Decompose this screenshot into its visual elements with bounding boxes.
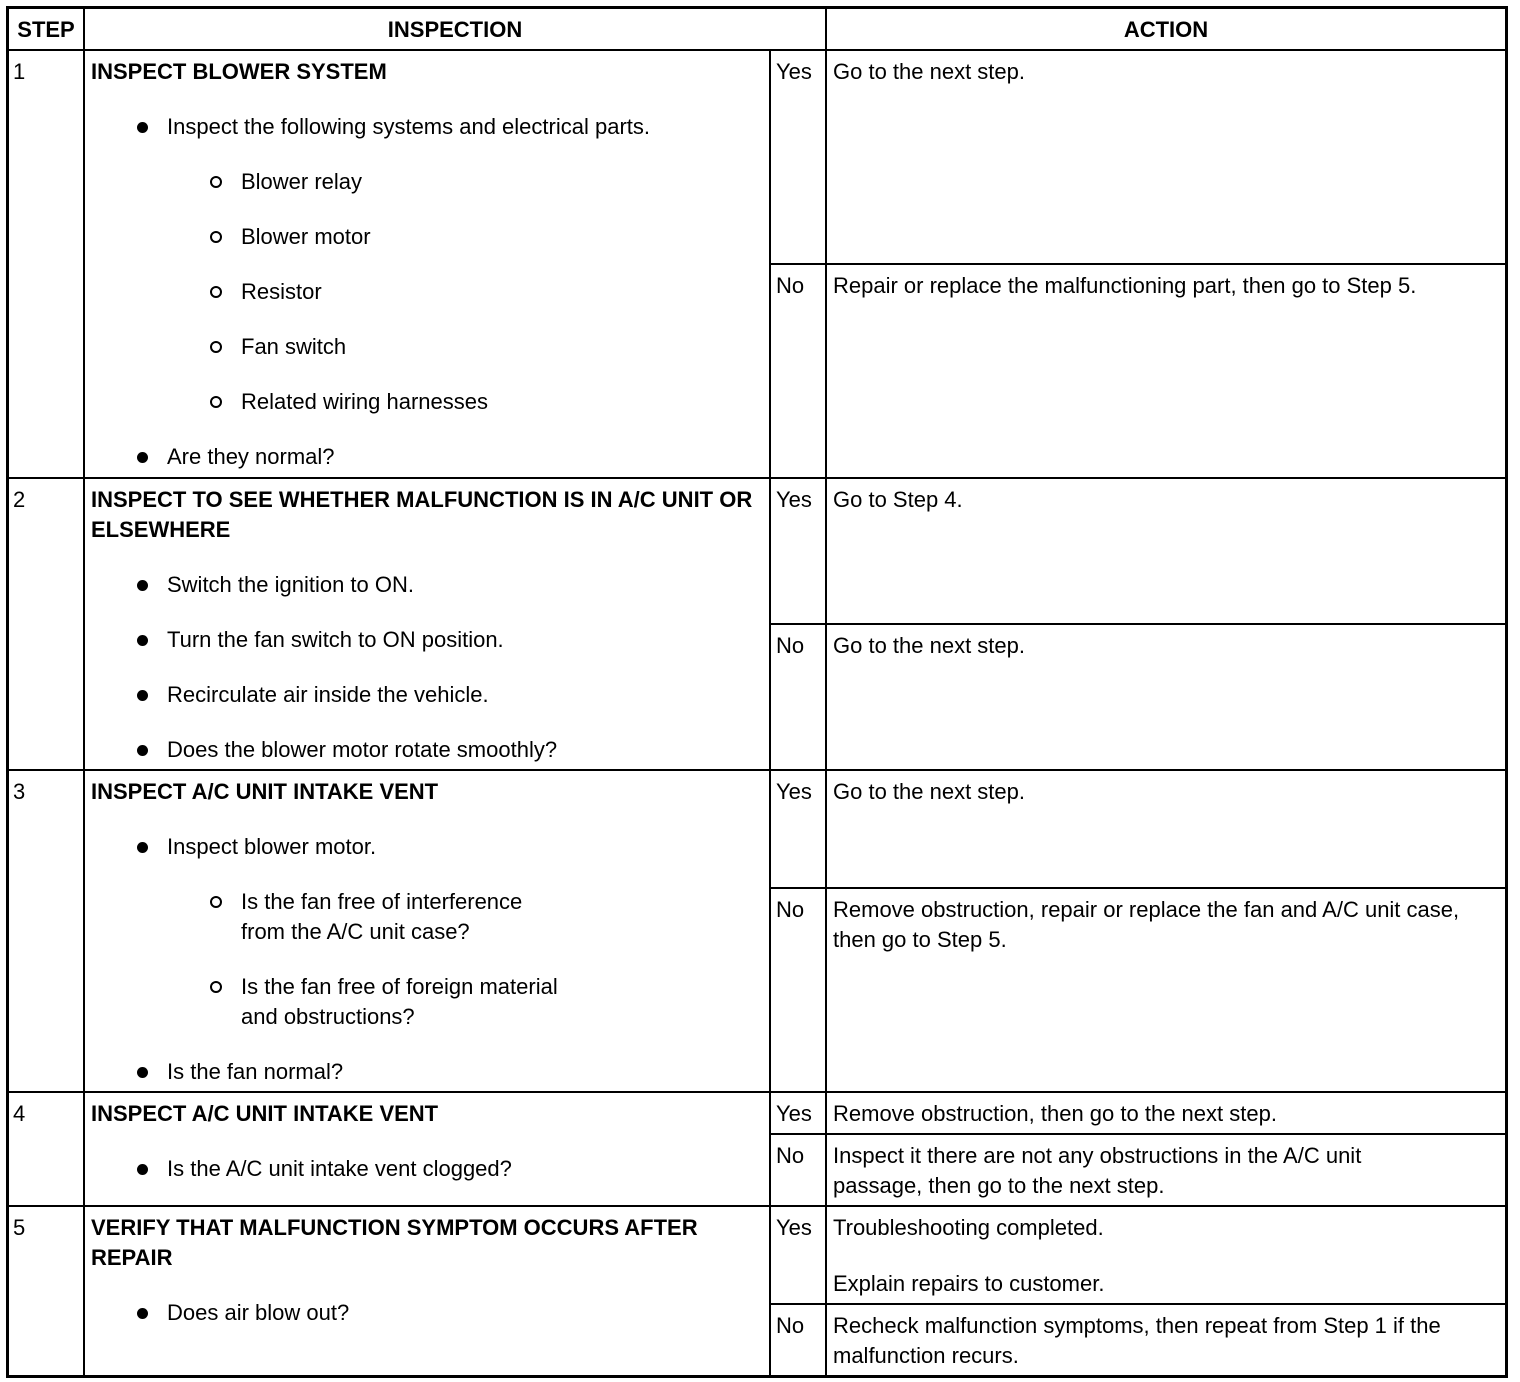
- yes-label: Yes: [776, 59, 812, 84]
- bullet-item: Is the A/C unit intake vent clogged?: [91, 1154, 765, 1184]
- step-title: VERIFY THAT MALFUNCTION SYMPTOM OCCURS AFTER REPAIR: [91, 1215, 698, 1270]
- step-number: 2: [13, 487, 26, 512]
- no-action: Repair or replace the malfunctioning part, then go to Step 5.: [833, 273, 1417, 298]
- no-action: Go to the next step.: [833, 633, 1026, 658]
- yes-action: Go to Step 4.: [833, 487, 963, 512]
- no-label: No: [776, 273, 805, 298]
- bullet-item: Inspect blower motor.: [91, 832, 765, 862]
- bullet-item: Recirculate air inside the vehicle.: [91, 680, 765, 710]
- step-inspection: [85, 479, 769, 765]
- no-action: Recheck malfunction symptoms, then repeat from Step 1 if the malfunction recurs.: [833, 1313, 1441, 1368]
- header-inspection: INSPECTION: [387, 17, 523, 42]
- sub-bullet-item: Related wiring harnesses: [91, 387, 765, 417]
- bullet-item: Does air blow out?: [91, 1298, 765, 1328]
- step-number: 4: [13, 1101, 26, 1126]
- step-inspection: [85, 771, 769, 1087]
- yes-action-line: Explain repairs to customer.: [833, 1271, 1105, 1296]
- step-number: 1: [13, 59, 26, 84]
- step-title: INSPECT A/C UNIT INTAKE VENT: [91, 1101, 439, 1126]
- header-step: STEP: [17, 17, 75, 42]
- yes-action-line: Troubleshooting completed.: [833, 1215, 1104, 1240]
- troubleshooting-table: [6, 6, 1508, 1378]
- sub-bullet-item: Blower motor: [91, 222, 765, 252]
- no-label: No: [776, 897, 805, 922]
- yes-action: Go to the next step.: [833, 779, 1026, 804]
- no-action: Inspect it there are not any obstructions in the A/C unit passage, then go to the next step.: [833, 1143, 1362, 1198]
- no-label: No: [776, 633, 805, 658]
- no-label: No: [776, 1143, 805, 1168]
- col-divider: [769, 51, 771, 1375]
- bullet-item: Does the blower motor rotate smoothly?: [91, 735, 765, 765]
- yes-action: Go to the next step.: [833, 59, 1026, 84]
- step-inspection: [85, 1207, 769, 1328]
- yes-action: Remove obstruction, then go to the next step.: [833, 1101, 1277, 1126]
- step-title: INSPECT BLOWER SYSTEM: [91, 59, 387, 84]
- step-number: 5: [13, 1215, 26, 1240]
- bullet-item: Switch the ignition to ON.: [91, 570, 765, 600]
- bullet-item: Inspect the following systems and electrical parts.: [91, 112, 765, 142]
- yes-label: Yes: [776, 1101, 812, 1126]
- no-label: No: [776, 1313, 805, 1338]
- header-action: ACTION: [1123, 17, 1209, 42]
- step-number: 3: [13, 779, 26, 804]
- bullet-item: Is the fan normal?: [91, 1057, 765, 1087]
- sub-bullet-item: Fan switch: [91, 332, 765, 362]
- step-title: INSPECT TO SEE WHETHER MALFUNCTION IS IN A/C UNIT OR ELSEWHERE: [91, 487, 753, 542]
- step-title: INSPECT A/C UNIT INTAKE VENT: [91, 779, 439, 804]
- bullet-item: Are they normal?: [91, 442, 765, 472]
- step-inspection: [85, 51, 769, 472]
- yes-label: Yes: [776, 779, 812, 804]
- bullet-item: Turn the fan switch to ON position.: [91, 625, 765, 655]
- sub-bullet-item: Blower relay: [91, 167, 765, 197]
- sub-bullet-item: Resistor: [91, 277, 765, 307]
- yes-action: [827, 1207, 1505, 1299]
- sub-bullet-item: Is the fan free of interference from the A/C unit case?: [91, 887, 571, 947]
- step-inspection: [85, 1093, 769, 1184]
- no-action: Remove obstruction, repair or replace the fan and A/C unit case, then go to Step 5.: [833, 897, 1460, 952]
- yes-label: Yes: [776, 487, 812, 512]
- sub-bullet-item: Is the fan free of foreign material and obstructions?: [91, 972, 571, 1032]
- yes-label: Yes: [776, 1215, 812, 1240]
